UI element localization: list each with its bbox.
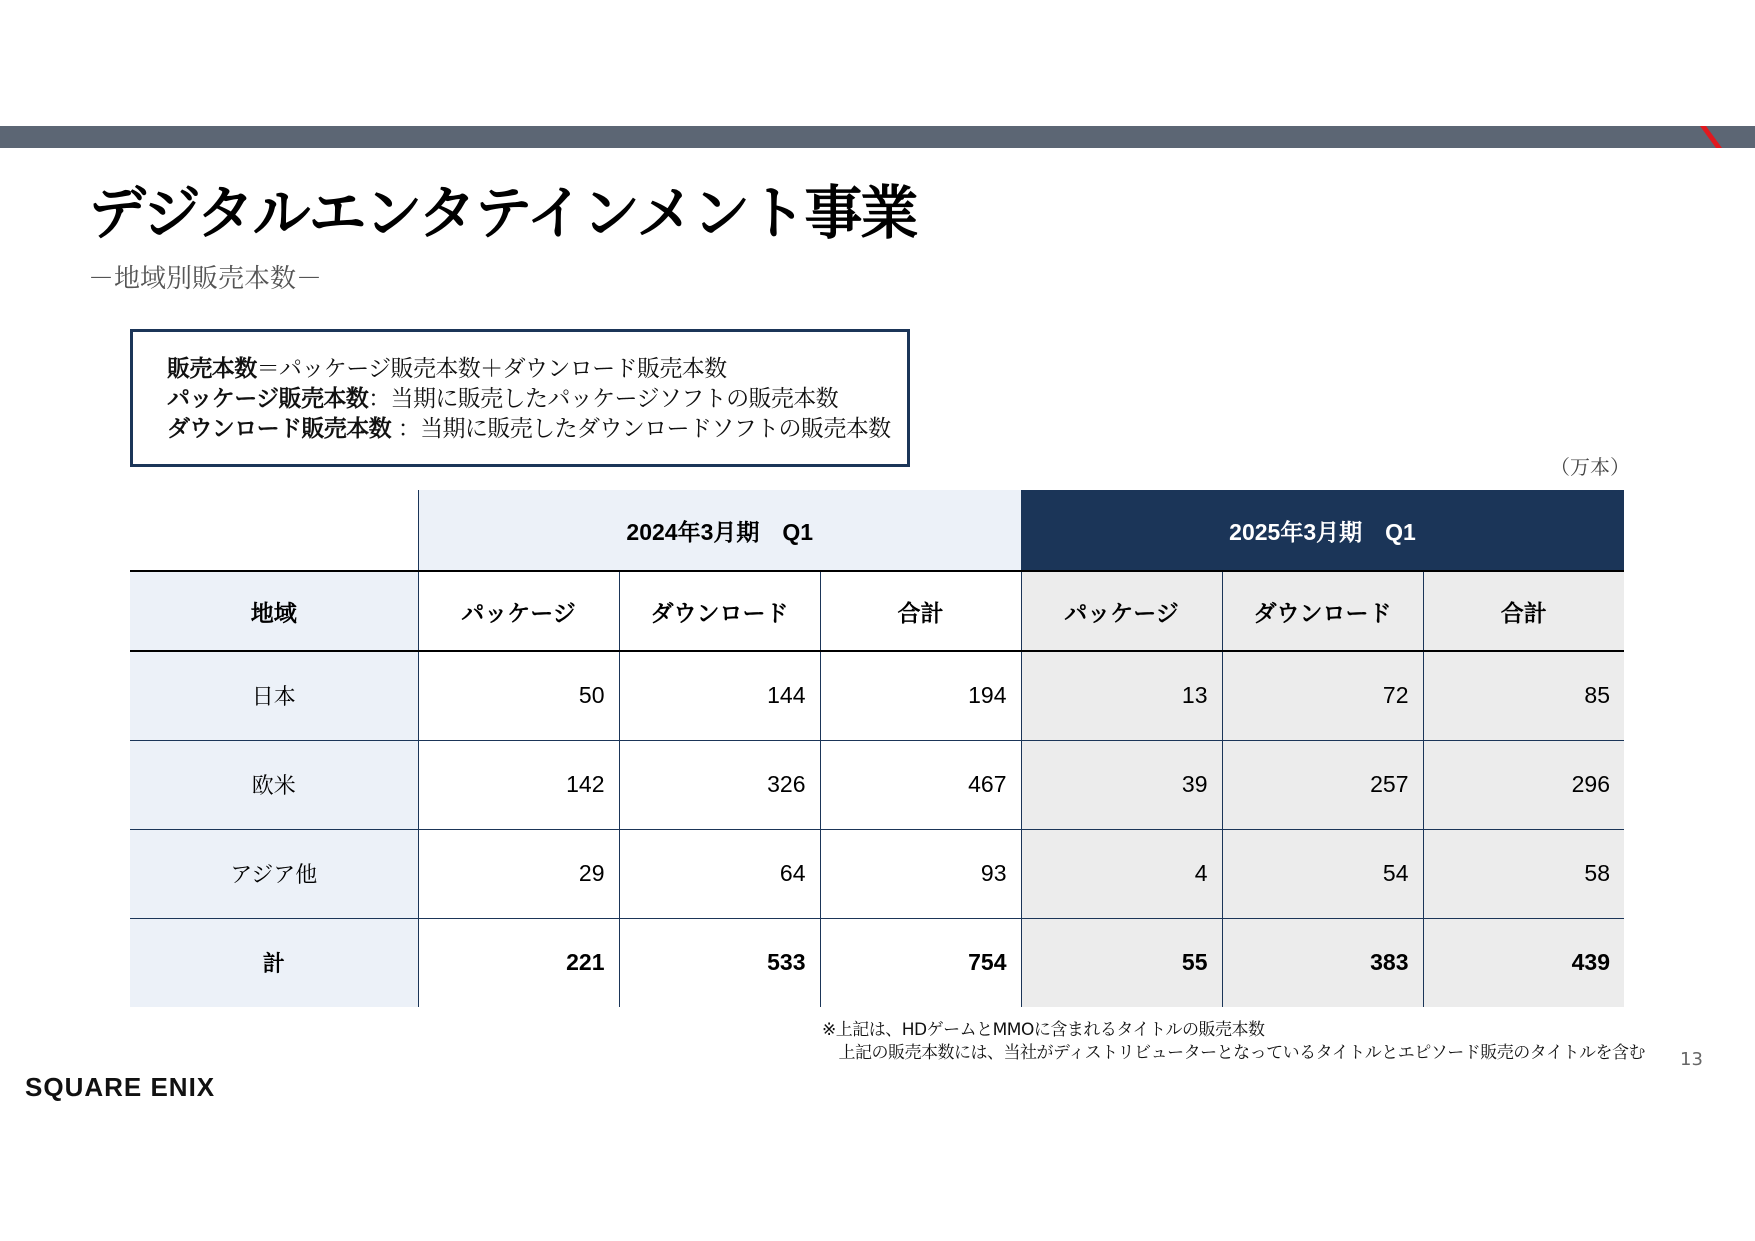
value-cell: 29 — [418, 829, 619, 918]
column-header-total: 合計 — [1423, 571, 1624, 651]
definition-term: パッケージ販売本数 — [167, 386, 369, 412]
value-cell: 85 — [1423, 651, 1624, 740]
region-cell: アジア他 — [130, 829, 418, 918]
region-cell: 欧米 — [130, 740, 418, 829]
value-cell: 142 — [418, 740, 619, 829]
period-header-2025: 2025年3月期 Q1 — [1021, 490, 1624, 571]
red-slash-accent — [1700, 126, 1755, 148]
column-header-download: ダウンロード — [619, 571, 820, 651]
table-row-western — [130, 740, 1624, 829]
column-header-row — [130, 571, 1624, 651]
table-row-total — [130, 918, 1624, 1007]
value-cell: 326 — [619, 740, 820, 829]
value-cell: 64 — [619, 829, 820, 918]
footnote-line: 上記の販売本数には、当社がディストリビューターとなっているタイトルとエピソード販売のタイトルを含む — [822, 1043, 1645, 1063]
value-cell: 58 — [1423, 829, 1624, 918]
sales-table — [130, 490, 1624, 1007]
value-cell: 93 — [820, 829, 1021, 918]
column-header-total: 合計 — [820, 571, 1021, 651]
region-cell: 計 — [130, 918, 418, 1007]
definition-row — [167, 384, 907, 414]
definition-text: ：当期に販売したダウンロードソフトの販売本数 — [391, 416, 891, 442]
column-header-region: 地域 — [130, 571, 418, 651]
table-row-asia — [130, 829, 1624, 918]
definition-row — [167, 354, 907, 384]
value-cell: 257 — [1222, 740, 1423, 829]
value-cell: 467 — [820, 740, 1021, 829]
definition-term: 販売本数 — [167, 356, 257, 382]
value-cell: 221 — [418, 918, 619, 1007]
value-cell: 13 — [1021, 651, 1222, 740]
page-subtitle: －地域別販売本数－ — [88, 264, 323, 294]
value-cell: 754 — [820, 918, 1021, 1007]
value-cell: 383 — [1222, 918, 1423, 1007]
page-number: 13 — [1680, 1049, 1703, 1070]
value-cell: 144 — [619, 651, 820, 740]
column-header-download: ダウンロード — [1222, 571, 1423, 651]
column-header-package: パッケージ — [1021, 571, 1222, 651]
column-header-package: パッケージ — [418, 571, 619, 651]
value-cell: 54 — [1222, 829, 1423, 918]
definition-text: ：当期に販売したパッケージソフトの販売本数 — [368, 386, 839, 412]
value-cell: 439 — [1423, 918, 1624, 1007]
value-cell: 4 — [1021, 829, 1222, 918]
definition-row — [167, 414, 907, 444]
definition-term: ダウンロード販売本数 — [167, 416, 392, 442]
value-cell: 194 — [820, 651, 1021, 740]
value-cell: 533 — [619, 918, 820, 1007]
page-title: デジタルエンタテインメント事業 — [88, 179, 917, 247]
header-bar — [0, 126, 1755, 148]
square-enix-logo: SQUARE ENIX — [25, 1072, 216, 1102]
footnote — [822, 1019, 1645, 1065]
definition-text: ＝パッケージ販売本数＋ダウンロード販売本数 — [256, 356, 727, 382]
value-cell: 72 — [1222, 651, 1423, 740]
value-cell: 39 — [1021, 740, 1222, 829]
period-header-2024: 2024年3月期 Q1 — [418, 490, 1021, 571]
region-cell: 日本 — [130, 651, 418, 740]
period-header-row — [130, 490, 1624, 571]
unit-label: （万本） — [1550, 455, 1630, 479]
footnote-line: ※上記は、HDゲームとMMOに含まれるタイトルの販売本数 — [822, 1020, 1265, 1040]
blank-cell — [130, 490, 418, 571]
value-cell: 55 — [1021, 918, 1222, 1007]
table-row-japan — [130, 651, 1624, 740]
definition-box — [130, 329, 910, 467]
value-cell: 50 — [418, 651, 619, 740]
value-cell: 296 — [1423, 740, 1624, 829]
